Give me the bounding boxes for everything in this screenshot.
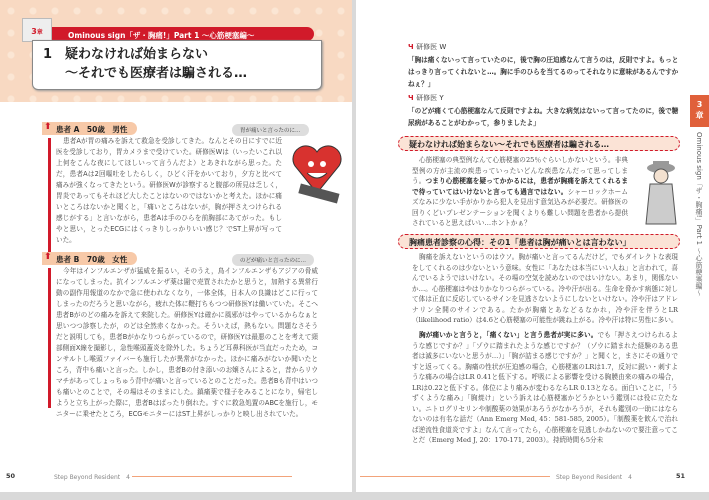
side-tab-label: 章 [695,111,704,120]
patient-b-header [42,252,137,265]
para1-rest: シャーロックホームズなみに少ない手がかりから犯人を見出す意気込みが必要だ。研修医の回りくどいプレゼンテーションを聞くよりも難しい問題を患者から提供されていると思えばいい…ホントかぁ？ [412,187,628,227]
person-icon: ⬆ [44,122,52,132]
patient-b-bar [48,268,51,408]
section-box-heading-1: 疑わなければ始まらない～それでも医療者は騙される… [398,136,680,151]
title-line-1: 疑わなければ始まらない [65,47,209,62]
footer-title: Step Beyond Resident 4 [54,474,130,481]
resident-w-quote: 「胸は痛くないって言っていたのに，後で胸の圧迫感なんて言うのは，反則ですよ。もっとはっきり言ってくれないと…。胸に手のひらを当てるのってそれなりに意味があるんですかねぇ？」 [408,56,679,88]
side-tab-number: 3 [696,100,703,109]
resident-w-label [408,42,446,52]
left-page [0,0,352,492]
chapter-side-tab[interactable] [690,95,709,127]
doctor-icon: Ч [408,43,417,51]
doctor-icon: Ч [408,94,417,102]
resident-w-name: 研修医 W [416,43,447,51]
heart-character-illustration [287,138,347,208]
chapter-label: 章 [36,29,43,36]
paragraph-2: 胸痛を訴えないというのはウソ。胸が痛いと言ってるんだけど，でもダイレクトな表現をしてくれるのは少ないという意味。女性に「あなたは本当にいい人ね」と言われて，喜んでいるようではいけない。その場の空気を読めないのではいけない。あまり，関係ないか…。心筋梗塞はやはりかなりつらがっている。冷や汗が出る。生命を脅かす病態に対して体は正直に反応しているサインを見逃さないようにしないといけない。冷や汗はアドレナリン全開のサインである。たかが胸痛とあなどるなかれ，冷や汗を伴うとLR（likelihood ratio）は4.6と心筋梗塞の可能性が跳ね上がる。冷や汗は特に男性に多い。 [412,253,678,324]
resident-y-label [408,93,444,103]
footer-line [132,476,292,477]
page-number: 50 [6,472,16,480]
chapter-banner: Ominous sign「ザ・胸痛!」Part 1 ～心筋梗塞編～ [34,27,314,41]
patient-b-tag: のどが痛いと言ったのに… [232,254,314,266]
patient-b-text: 今年はインフルエンザが猛威を振るい，そのうえ，鳥インフルエンザもアジアの脅威になってしまった。抗インフルエンザ薬は闇で売買されたかと思うと，加熱する異常行動の副作用報道のなかで急に使われなくなり，一体全体，日本人の良識はどこに行ってしまったのだろうと思いながら，疲れた体に鞭打ちもつつ研修医Yは働いていた。そこへ患者Bがのどの痛みを訴えて来院した。研修医Yは確かに風邪がはやっているからなぁと思いつつ診察したが，のどは全然赤くなかった。そういえば，熱もない。問題なさそうだと説明しても，患者Bがかなりつらがっているので，研修医Yは最悪のことを考えて頸部側面X線を撮影し，急性喉頭蓋炎を除外した。ちょうど耳鼻科医が当直だったため，コンサルトし喉頭ファイバーも施行したが異常がなかった。ほかに痛みがないか聞いたところ，背中も痛いと言った。しかし，患者Bの付き添いのお嬢さんによると，昔からリウマチがあってしょっちゅう背中が痛いと言っているとのことだった。患者Bも背中はいつも痛いとのことで，その場はそのままにした。鎮痛薬で様子をみることになり，帰宅しようと立ち上がった際に，患者Bはばったり倒れた。すぐに救急処置のABCを施行し，モニターに乗せたところ，ECGモニターにはST上昇がしっかりと映し出されていた。 [56,267,319,418]
patient-a-text: 患者Aが胃の痛みを訴えて救急を受診してきた。なんとその日にすでに近医を受診しており，胃カメラまで受けていた。研修医Wは（いったいこれ以上何をこんな夜にしてほしいって言うんだよ）とあきれながら思った。ただ，患者Aは2回嘔吐をしたらしく，ひどく汗をかいており，夕方と比べて痛みが強くなってきたという。研修医Wが診察すると腹部の所見は乏しく，胃炎であってもそれほど大したことはないのではないかと考えた。ほかに痛いところはないかと聞くと，「痛いところはないが，胸が押さえつけられる感じがする」と言いながら，患者Aは手のひらを前胸部にあてがった。もしやと思い，とったECGにはくっきりしっかりいい感じ？でST上昇が写っていた。 [56,137,282,244]
patient-a-tag: 胃が痛いと言ったのに… [232,124,309,136]
para3-text: でも「押さえつけられるような感じですか？」「ゾウに踏まれたような感じですか？（ゾウに踏まれた経験のある患者は滅多にいないと思うが…）」「胸が詰まる感じですか？」と聞くと，まさにその通りですと返ってくる。胸痛の性状が圧迫感の場合，心筋梗塞のLRは1.7，反対に鋭い・刺すような痛みの場合はLR 0.41と低下する。呼吸による影響を受ける胸膜由来の痛みの場合，LRは0.22と低下する。体位により痛みが変わるならLR 0.13となる。面白いことに，「うずくような痛み」「胸焼け」という訴えは心筋梗塞かどうかという鑑別には役に立たない。ニトログリセリンや制酸薬の効果があろうがなかろうが，それも鑑別の一助にはならないのは有名な話だ（Ann Emerg Med, 45：581-585, 2005）。「制酸薬を飲んで治れば逆流性食道炎ですよ」なんて言ってたら，心筋梗塞を見逃しかねないので要注意ってことだ（Emerg Med J, 20：170-171, 2003）。持続時間も5分未 [412,331,679,444]
chapter-badge [22,18,52,42]
para3-bold: 胸が痛いかと言うと，「痛くない」と言う患者が実に多い。 [419,331,598,339]
patient-a-bar [48,138,51,252]
footer-line [360,476,550,477]
detective-illustration [638,158,684,228]
side-tab-text: Ominous sign「ザ・胸痛!」Part 1 ～心筋梗塞編～ [695,132,703,297]
para1-normal: 心筋梗塞の典型例なんて心筋梗塞の25％ぐらいしかないという。非典型例の方が主流の疾患っていったいどんな疾患なんだって思ってしまう。 [412,156,628,185]
patient-a-label: 患者 A 50歳 男性 [56,125,128,134]
resident-y-name: 研修医 Y [416,94,444,102]
paragraph-1 [412,155,628,229]
right-page [356,0,709,492]
person-icon: ⬆ [44,252,52,262]
paragraph-3 [412,330,678,446]
patient-a-header [42,122,137,135]
section-title-box [32,40,322,90]
title-line-2: ～それでも医療者は騙される… [65,66,248,81]
chapter-header [0,0,352,102]
para1-bold: つまり心筋梗塞を疑ってかかるには，患者が胸痛を訴えてくれるまで待っていてはいけないと言っても過言ではない。 [412,177,629,196]
page-number: 51 [676,472,686,480]
resident-y-quote: 「のどが痛くて心筋梗塞なんて反則ですよね。大きな病気はないって言ってたのに，後で糖尿病があることがわかって，参りましたよ」 [408,107,679,127]
patient-b-label: 患者 B 70歳 女性 [56,255,128,264]
section-box-heading-2: 胸痛患者診察の心得：その1「患者は胸が痛いとは言わない」 [398,234,680,249]
footer-title: Step Beyond Resident 4 [556,474,632,481]
chapter-number: 3 [31,27,37,36]
section-number: 1 [43,47,53,62]
